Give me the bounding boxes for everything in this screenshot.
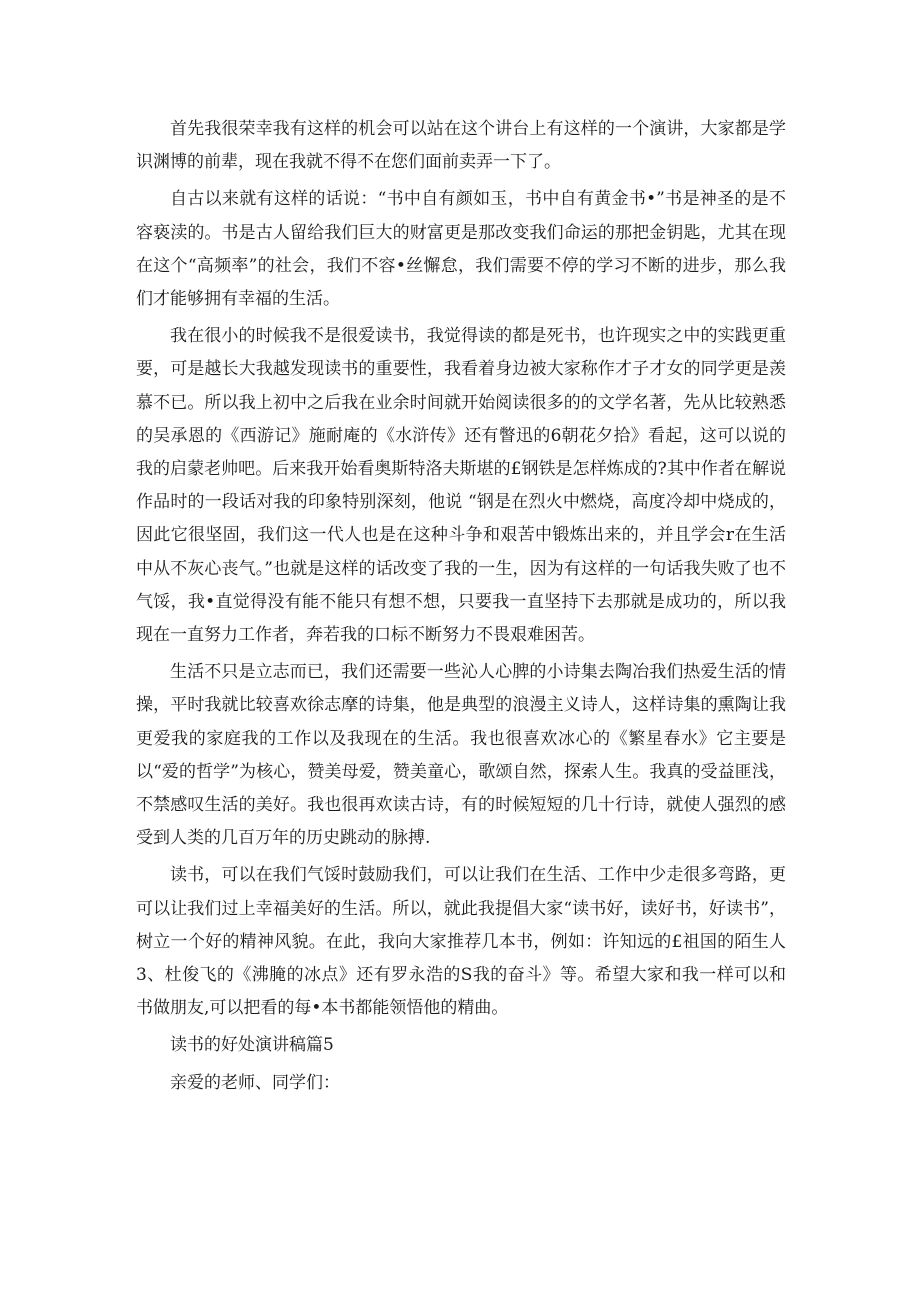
paragraph-2: 自古以来就有这样的话说：“书中自有颜如玉，书中自有黄金书•”书是神圣的是不容亵渎的。书是古人留给我们巨大的财富更是那改变我们命运的那把金钥匙，尤其在现在这个“高频率”的社会，我们不容•丝懈怠，我们需要不停的学习不断的进步，那么我们才能够拥有幸福的生活。: [136, 189, 786, 310]
paragraph-3: 我在很小的时候我不是很爱读书，我觉得读的都是死书，也许现实之中的实践更重要，可是越长大我越发现读书的重要性，我看着身边被大家称作才子才女的同学更是羡慕不已。所以我上初中之后我在业余时间就开始阅读很多的的文学名著，先从比较熟悉的吴承恩的《西游记》施耐庵的《水浒传》还有瞥迅的6朝花夕拾》看起，这可以说的我的启蒙老帅吧。后来我开始看奥斯特洛夫斯堪的£钢铁是怎样炼成的?其中作者在解说作品时的一段话对我的印象特别深刻，他说 “钢是在烈火中燃烧，高度冷却中烧成的，因此它很坚固，我们这一代人也是在这种斗争和艰苦中锻炼出来的，并且学会r在生活中从不灰心丧气。”也就是这样的话改变了我的一生，因为有这样的一句话我失败了也不气馁，我•直觉得没有能不能只有想不想，只要我一直坚持下去那就是成功的，所以我现在一直努力工作者，奔若我的口标不断努力不畏艰难困苦。: [136, 326, 786, 646]
section-title: 读书的好处演讲稿篇5: [170, 1035, 334, 1056]
document-body: [136, 113, 786, 1104]
salutation: 亲爱的老师、同学们：: [170, 1072, 340, 1093]
paragraph-5: 读书，可以在我们气馁时鼓励我们，可以让我们在生活、工作中少走很多弯路，更可以让我们过上幸福美好的生活。所以，就此我提倡大家“读书好，读好书，好读书”，树立一个好的精神风貌。在此，我向大家推荐几本书，例如：许知远的£祖国的陌生人3、杜俊飞的《沸腌的冰点》还有罗永浩的S我的奋斗》等。希望大家和我一样可以和书做朋友,可以把看的每•本书都能领悟他的精曲。: [136, 865, 786, 1019]
paragraph-1: 首先我很荣幸我有这样的机会可以站在这个讲台上有这样的一个演讲，大家都是学识渊博的前辈，现在我就不得不在您们面前卖弄一下了。: [136, 119, 786, 173]
paragraph-4: 生活不只是立志而已，我们还需要一些沁人心脾的小诗集去陶冶我们热爱生活的情操，平时我就比较喜欢徐志摩的诗集，他是典型的浪漫主义诗人，这样诗集的熏陶让我更爱我的家庭我的工作以及我现在的生活。我也很喜欢冰心的《繁星春水》它主要是以“爱的哲学”为核心，赞美母爱，赞美童心，歌颂自然，探索人生。我真的受益匪浅，不禁感叹生活的美好。我也很再欢读古诗，有的时候短短的几十行诗，就使人强烈的感受到人类的几百万年的历史跳动的脉搏.: [136, 662, 786, 849]
